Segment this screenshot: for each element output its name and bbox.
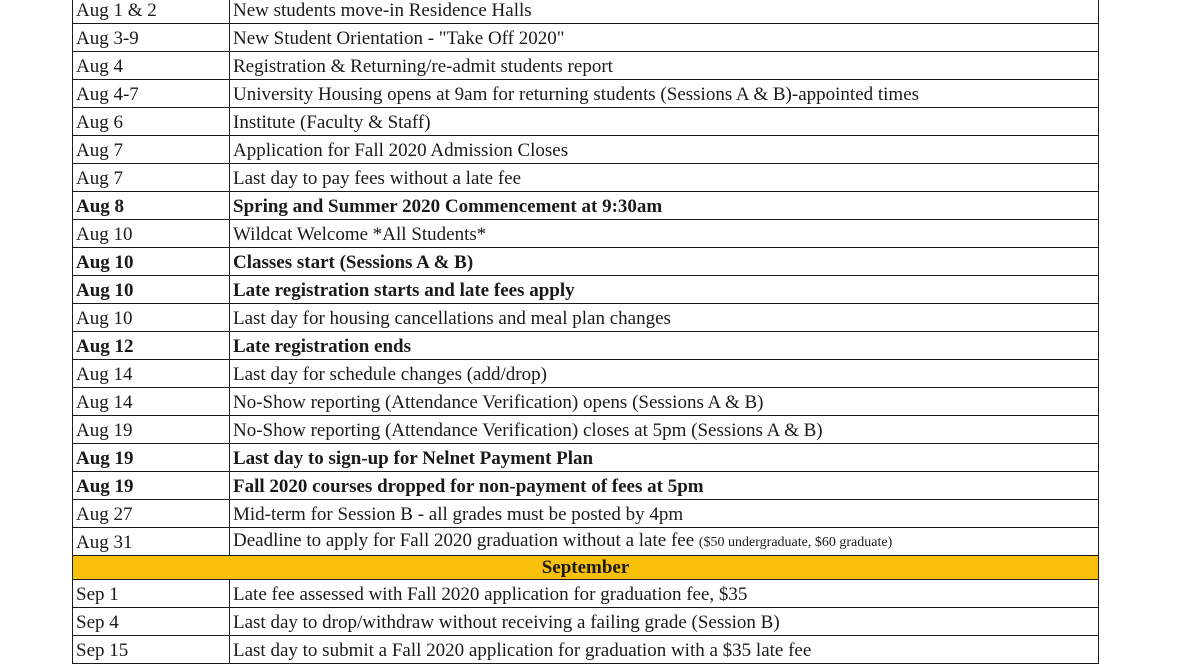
event-description <box>230 24 1099 52</box>
calendar-body <box>73 0 1099 664</box>
event-description <box>230 80 1099 108</box>
event-text: Last day for schedule changes (add/drop) <box>233 364 547 385</box>
event-description <box>230 192 1099 220</box>
calendar-row <box>73 332 1099 360</box>
calendar-row <box>73 108 1099 136</box>
event-date: Aug 1 & 2 <box>73 0 230 24</box>
event-text: Last day to submit a Fall 2020 application for graduation with a $35 late fee <box>233 640 812 661</box>
calendar-row <box>73 80 1099 108</box>
event-text: Application for Fall 2020 Admission Closes <box>233 140 569 161</box>
event-description <box>230 472 1099 500</box>
event-date: Aug 14 <box>73 388 230 416</box>
event-description <box>230 164 1099 192</box>
event-date: Aug 10 <box>73 220 230 248</box>
month-header: September <box>73 556 1099 580</box>
event-text: Last day to pay fees without a late fee <box>233 168 522 189</box>
calendar-row <box>73 528 1099 556</box>
calendar-row <box>73 0 1099 24</box>
calendar-row <box>73 136 1099 164</box>
event-text: Mid-term for Session B - all grades must be posted by 4pm <box>233 504 684 525</box>
event-text: Late registration ends <box>233 336 412 357</box>
calendar-row <box>73 360 1099 388</box>
event-description <box>230 580 1099 608</box>
event-date: Aug 12 <box>73 332 230 360</box>
event-text: No-Show reporting (Attendance Verification) closes at 5pm (Sessions A & B) <box>233 420 823 441</box>
event-text: Last day for housing cancellations and meal plan changes <box>233 308 671 329</box>
calendar-row <box>73 636 1099 664</box>
event-date: Aug 19 <box>73 416 230 444</box>
event-date: Sep 1 <box>73 580 230 608</box>
calendar-row <box>73 444 1099 472</box>
month-header-row <box>73 556 1099 580</box>
event-date: Aug 10 <box>73 304 230 332</box>
event-text: Registration & Returning/re-admit students report <box>233 56 613 77</box>
event-text: No-Show reporting (Attendance Verification) opens (Sessions A & B) <box>233 392 764 413</box>
calendar-row <box>73 472 1099 500</box>
event-text: Late registration starts and late fees apply <box>233 280 575 301</box>
event-text: Late fee assessed with Fall 2020 application for graduation fee, $35 <box>233 584 748 605</box>
event-text: Last day to drop/withdraw without receiving a failing grade (Session B) <box>233 612 780 633</box>
event-description <box>230 360 1099 388</box>
event-date: Aug 19 <box>73 444 230 472</box>
event-date: Aug 10 <box>73 248 230 276</box>
event-description <box>230 248 1099 276</box>
event-text: Wildcat Welcome *All Students* <box>233 224 487 245</box>
calendar-row <box>73 500 1099 528</box>
event-description <box>230 52 1099 80</box>
event-date: Aug 8 <box>73 192 230 220</box>
calendar-row <box>73 24 1099 52</box>
event-date: Aug 19 <box>73 472 230 500</box>
event-date: Aug 3-9 <box>73 24 230 52</box>
event-description <box>230 276 1099 304</box>
event-date: Aug 31 <box>73 528 230 556</box>
calendar-row <box>73 248 1099 276</box>
event-description <box>230 416 1099 444</box>
event-date: Aug 27 <box>73 500 230 528</box>
event-text: Institute (Faculty & Staff) <box>233 112 431 133</box>
event-text: Last day to sign-up for Nelnet Payment Plan <box>233 448 594 469</box>
calendar-row <box>73 608 1099 636</box>
fee-note: ($50 undergraduate, $60 graduate) <box>698 535 893 550</box>
event-date: Aug 7 <box>73 136 230 164</box>
calendar-row <box>73 164 1099 192</box>
calendar-row <box>73 304 1099 332</box>
event-description <box>230 0 1099 24</box>
calendar-row <box>73 388 1099 416</box>
event-description <box>230 636 1099 664</box>
event-date: Sep 15 <box>73 636 230 664</box>
academic-calendar-table <box>72 0 1099 664</box>
event-description <box>230 388 1099 416</box>
event-date: Sep 4 <box>73 608 230 636</box>
calendar-row <box>73 220 1099 248</box>
calendar-row <box>73 416 1099 444</box>
event-description <box>230 332 1099 360</box>
event-date: Aug 6 <box>73 108 230 136</box>
event-description <box>230 528 1099 556</box>
event-date: Aug 14 <box>73 360 230 388</box>
event-text: New Student Orientation - "Take Off 2020" <box>233 28 565 49</box>
event-description <box>230 608 1099 636</box>
event-description <box>230 108 1099 136</box>
event-text: Classes start (Sessions A & B) <box>233 252 474 273</box>
event-date: Aug 4-7 <box>73 80 230 108</box>
event-text: Fall 2020 courses dropped for non-payment of fees at 5pm <box>233 476 704 497</box>
event-description <box>230 304 1099 332</box>
event-text: Spring and Summer 2020 Commencement at 9:30am <box>233 196 663 217</box>
event-description <box>230 500 1099 528</box>
event-description <box>230 444 1099 472</box>
event-description <box>230 220 1099 248</box>
calendar-row <box>73 192 1099 220</box>
calendar-row <box>73 52 1099 80</box>
calendar-row <box>73 580 1099 608</box>
event-date: Aug 10 <box>73 276 230 304</box>
event-text: Deadline to apply for Fall 2020 graduation without a late fee <box>233 530 695 551</box>
event-text: New students move-in Residence Halls <box>233 0 532 21</box>
event-date: Aug 4 <box>73 52 230 80</box>
event-date: Aug 7 <box>73 164 230 192</box>
event-description <box>230 136 1099 164</box>
event-text: University Housing opens at 9am for returning students (Sessions A & B)-appointed times <box>233 84 920 105</box>
calendar-row <box>73 276 1099 304</box>
